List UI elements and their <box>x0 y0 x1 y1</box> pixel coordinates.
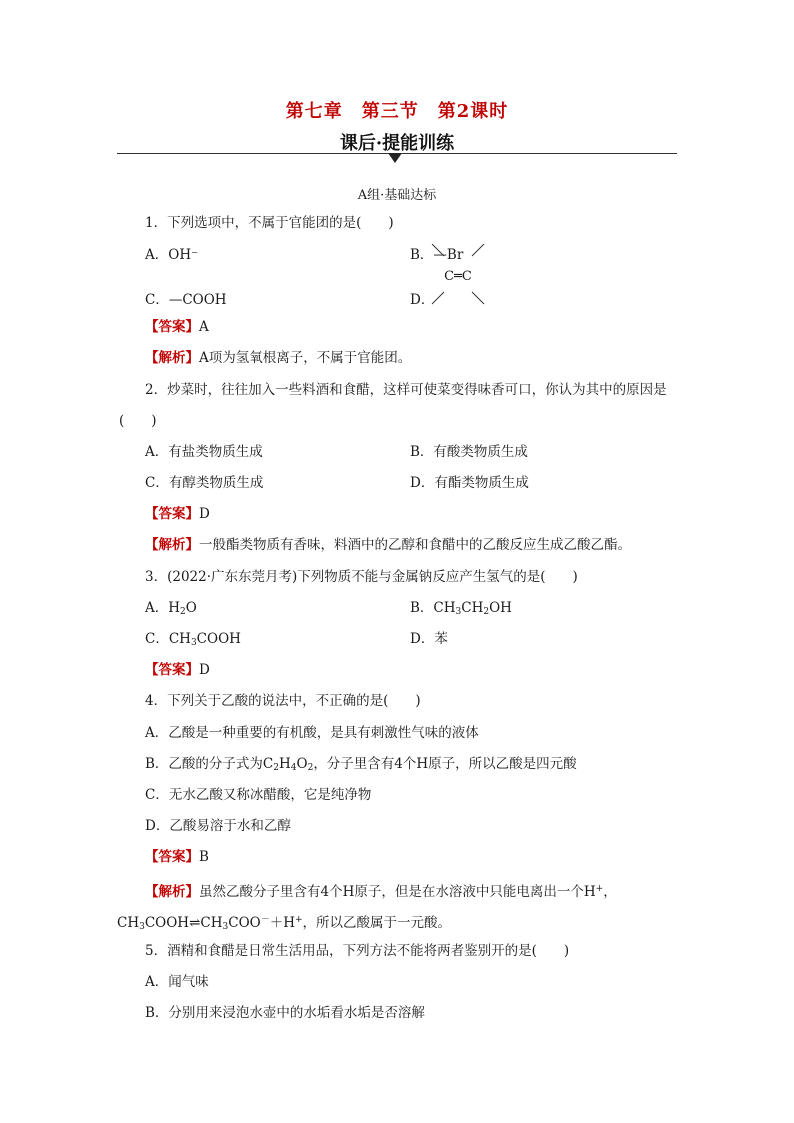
q1-option-a: A．OH⁻ <box>145 247 199 263</box>
answer-tag: 【答案】 <box>145 506 199 522</box>
q4-answer <box>145 848 209 866</box>
answer-value: A <box>199 319 209 335</box>
q3-option-d: D．苯 <box>410 631 448 647</box>
analysis-tag: 【解析】 <box>145 537 199 553</box>
q2-option-c: C．有醇类物质生成 <box>145 475 264 491</box>
answer-value: B <box>199 849 209 865</box>
answer-value: D <box>199 506 210 522</box>
analysis-text: A项为氢氧根离子，不属于官能团。 <box>199 350 412 366</box>
q1-option-c: C．—COOH <box>145 292 227 308</box>
q1-option-d: D． <box>410 292 435 308</box>
q1-analysis <box>145 349 411 367</box>
answer-tag: 【答案】 <box>145 849 199 865</box>
q2-option-d: D．有酯类物质生成 <box>410 475 529 491</box>
q2-stem: 2．炒菜时，往往加入一些料酒和食醋，这样可使菜变得味香可口，你认为其中的原因是 <box>145 382 667 398</box>
q3-option-a: A．$H_2O$ <box>145 600 197 617</box>
q4-equation: $CH_3COOH\rightleftharpoons CH_3COO^-+H^+$，所以乙酸属于一元酸。 <box>117 915 452 932</box>
chapter-title: 第七章 第三节 第2课时 <box>285 101 509 122</box>
q3-option-b: B．$CH_3CH_2OH$ <box>410 600 512 617</box>
q3-option-c: C．$CH_3COOH$ <box>145 631 241 648</box>
analysis-text: 一般酯类物质有香味，料酒中的乙醇和食醋中的乙酸反应生成乙酸乙酯。 <box>199 537 631 553</box>
q2-option-a: A．有盐类物质生成 <box>145 444 263 460</box>
q5-option-a: A．闻气味 <box>145 974 209 990</box>
alkene-structure-icon <box>430 244 490 308</box>
analysis-tag: 【解析】 <box>145 884 199 900</box>
q4-option-d: D．乙酸易溶于水和乙醇 <box>145 818 291 834</box>
q3-stem: 3．(2022·广东东莞月考)下列物质不能与金属钠反应产生氢气的是( ) <box>145 569 578 585</box>
alkene-structure-label: C═C <box>444 269 472 284</box>
answer-tag: 【答案】 <box>145 319 199 335</box>
q4-option-a: A．乙酸是一种重要的有机酸，是具有刺激性气味的液体 <box>145 725 479 741</box>
answer-value: D <box>199 662 210 678</box>
q5-stem: 5．酒精和食醋是日常生活用品，下列方法不能将两者鉴别开的是( ) <box>145 943 570 959</box>
q5-option-b: B．分别用来浸泡水壶中的水垢看水垢是否溶解 <box>145 1005 425 1021</box>
q2-stem-cont: ( ) <box>119 413 157 429</box>
q1-answer <box>145 318 209 336</box>
q4-analysis: 【解析】虽然乙酸分子里含有4个H原子，但是在水溶液中只能电离出一个H+， <box>145 884 617 900</box>
q2-option-b: B．有酸类物质生成 <box>410 444 528 460</box>
divider-triangle-icon <box>388 153 402 163</box>
q4-option-c: C．无水乙酸又称冰醋酸，它是纯净物 <box>145 787 372 803</box>
section-heading: A组·基础达标 <box>357 188 437 203</box>
q4-stem: 4．下列关于乙酸的说法中，不正确的是( ) <box>145 693 421 709</box>
q2-answer <box>145 505 210 523</box>
page-subtitle: 课后·提能训练 <box>339 133 455 154</box>
analysis-tag: 【解析】 <box>145 350 199 366</box>
q1-option-b: B．—Br <box>410 247 464 263</box>
q1-stem: 1．下列选项中，不属于官能团的是( ) <box>145 215 394 231</box>
answer-tag: 【答案】 <box>145 662 199 678</box>
q4-option-b: B．乙酸的分子式为$C_2H_4O_2$，分子里含有4个H原子，所以乙酸是四元酸 <box>145 756 577 773</box>
q2-analysis <box>145 536 631 554</box>
q3-answer <box>145 661 210 679</box>
